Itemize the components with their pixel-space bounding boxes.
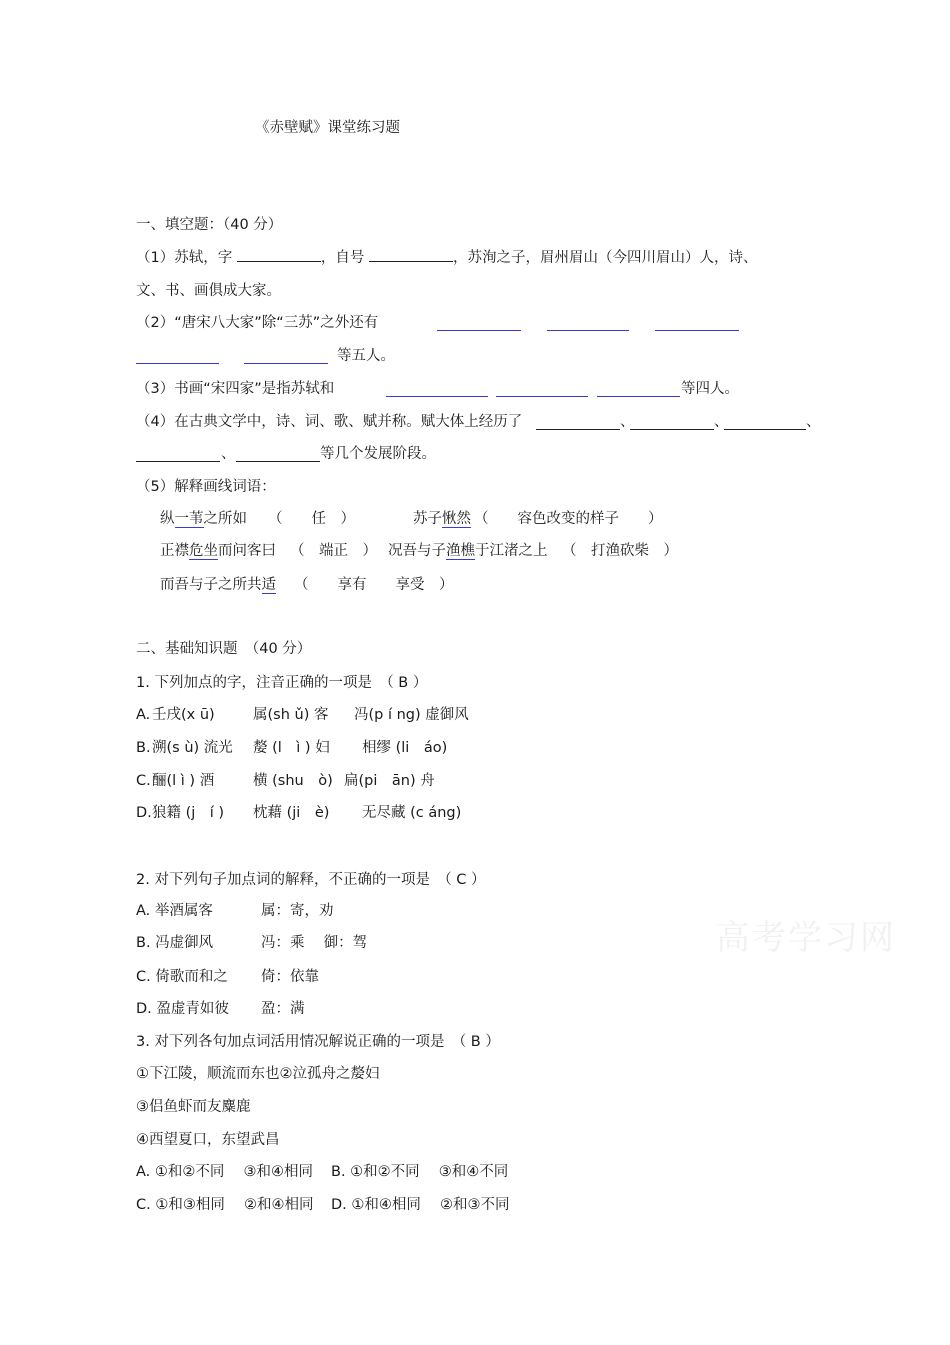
q4-blank-4[interactable]	[136, 447, 220, 462]
s2-q2-c-right: 倚：依靠	[261, 969, 319, 985]
q4-blank-2[interactable]	[630, 415, 714, 430]
q3-blank-1[interactable]	[386, 382, 488, 397]
s2-q1-option-b-label: B.	[136, 740, 151, 756]
s2-q1-stem: 1. 下列加点的字，注音正确的一项是 （ B ）	[136, 675, 428, 691]
q4-blank-3[interactable]	[724, 415, 806, 430]
q5-i1-pre: 纵	[160, 511, 175, 527]
s2-q1-d2: 枕藉 (ji è)	[253, 805, 330, 821]
q5-item-2	[413, 509, 471, 529]
q2-blank-5[interactable]	[244, 349, 328, 364]
q5-i4-answer: （ 打渔砍柴 ）	[562, 543, 678, 559]
q1-line2: 文、书、画俱成大家。	[136, 283, 281, 299]
q1-text-c: ，苏洵之子，眉州眉山（今四川眉山）人，诗、	[452, 250, 758, 266]
q2-blank-2[interactable]	[547, 316, 629, 331]
q5-i3-pre: 正襟	[160, 543, 189, 559]
s2-q1-option-a-label: A.	[136, 707, 151, 723]
q5-i3-underlined: 危坐	[189, 543, 218, 559]
q4-sep-4: 、	[221, 446, 236, 462]
q2-text-a: （2）“唐宋八大家”除“三苏”之外还有	[136, 315, 379, 331]
s2-q1-c3: 扁(pi ān) 舟	[344, 773, 435, 789]
s2-q1-c2: 横 (shu ò)	[253, 773, 333, 789]
q5-item-5	[160, 575, 276, 595]
s2-q2-b-left: B. 冯虚御风	[136, 935, 214, 951]
s2-q3-option-d: D. ①和④相同 ②和③不同	[331, 1197, 510, 1213]
s2-q2-stem: 2. 对下列句子加点词的解释，不正确的一项是 （ C ）	[136, 872, 486, 888]
q5-i4-post: 于江渚之上	[475, 543, 548, 559]
q5-i5-answer: （ 享有 享受 ）	[294, 577, 454, 593]
q2-blank-3[interactable]	[655, 316, 739, 331]
s2-q3-sentence-3: ④西望夏口，东望武昌	[136, 1132, 280, 1148]
section-2-heading: 二、基础知识题 （40 分）	[136, 641, 312, 657]
s2-q1-d1: 狼籍 (j í )	[152, 805, 225, 821]
q2-text-b: 等五人。	[337, 348, 395, 364]
q4-text-a: （4）在古典文学中，诗、词、歌、赋并称。赋大体上经历了	[136, 414, 523, 430]
s2-q2-c-left: C. 倚歌而和之	[136, 969, 228, 985]
q5-i5-underlined: 适	[261, 577, 276, 593]
q5-i2-answer: （ 容色改变的样子 ）	[474, 511, 663, 527]
q3-text-a: （3）书画“宋四家”是指苏轼和	[136, 381, 335, 397]
s2-q2-d-left: D. 盈虚青如彼	[136, 1001, 229, 1017]
s2-q3-sentence-2: ③侣鱼虾而友麋鹿	[136, 1099, 251, 1115]
s2-q1-b1: 溯(s ù) 流光	[152, 740, 233, 756]
s2-q1-d3: 无尽藏 (c áng)	[362, 805, 462, 821]
q3-blank-3[interactable]	[597, 382, 680, 397]
q5-i5-pre: 而吾与子之所共	[160, 577, 262, 593]
q4-sep-2: 、	[714, 414, 729, 430]
q1-blank-2[interactable]	[369, 247, 453, 262]
s2-q3-option-a: A. ①和②不同 ③和④相同	[136, 1164, 313, 1180]
q5-item-3	[160, 541, 276, 561]
q3-text-b: 等四人。	[681, 381, 739, 397]
q5-i1-underlined: 一苇	[174, 511, 204, 527]
s2-q2-d-right: 盈：满	[261, 1001, 305, 1017]
q4-blank-5[interactable]	[236, 447, 320, 462]
q1-line1	[136, 247, 757, 268]
s2-q3-sentence-1: ①下江陵，顺流而东也②泣孤舟之嫠妇	[136, 1066, 380, 1082]
q4-sep-1: 、	[620, 414, 635, 430]
q2-blank-4[interactable]	[136, 349, 219, 364]
s2-q3-option-c: C. ①和③相同 ②和④相同	[136, 1197, 314, 1213]
s2-q3-option-b: B. ①和②不同 ③和④不同	[331, 1164, 509, 1180]
s2-q1-option-c-label: C.	[136, 773, 151, 789]
s2-q1-a2: 属(sh ǔ) 客	[253, 707, 329, 723]
s2-q1-b3: 相缪 (li áo)	[362, 740, 448, 756]
q5-heading: （5）解释画线词语：	[136, 479, 276, 495]
s2-q2-a-left: A. 举酒属客	[136, 903, 213, 919]
q5-i2-underlined: 愀然	[442, 511, 471, 527]
s2-q3-stem: 3. 对下列各句加点词活用情况解说正确的一项是 （ B ）	[136, 1034, 500, 1050]
q3-blank-2[interactable]	[496, 382, 588, 397]
q5-i1-answer: （ 任 ）	[268, 511, 355, 527]
section-1-heading: 一、填空题：（40 分）	[136, 217, 283, 233]
q5-i1-post: 之所如	[203, 511, 247, 527]
q4-blank-1[interactable]	[536, 415, 620, 430]
q1-text-b: ，自号	[320, 250, 365, 266]
q5-item-1	[160, 509, 247, 529]
s2-q1-a3: 冯(p í ng) 虚御风	[354, 707, 469, 723]
q1-text-a: （1）苏轼，字	[136, 250, 233, 266]
s2-q1-b2: 嫠 (l ì ) 妇	[253, 740, 330, 756]
s2-q1-a1: 壬戌(x ū)	[152, 707, 215, 723]
q5-i3-answer: （ 端正 ）	[290, 543, 377, 559]
q1-blank-1[interactable]	[237, 247, 321, 262]
s2-q2-a-right: 属：寄，劝	[261, 903, 334, 919]
s2-q1-c1: 酾(l ì ) 酒	[152, 773, 215, 789]
q5-i2-pre: 苏子	[413, 511, 442, 527]
page-title: 《赤壁赋》课堂练习题	[255, 120, 400, 136]
q5-i4-pre: 况吾与子	[388, 543, 446, 559]
watermark: 高考学习网	[716, 918, 896, 958]
q2-blank-1[interactable]	[437, 316, 521, 331]
q5-item-4	[388, 541, 548, 561]
q4-sep-3: 、	[806, 414, 821, 430]
q4-text-b: 等几个发展阶段。	[320, 446, 436, 462]
q2-line1	[136, 313, 378, 333]
s2-q1-option-d-label: D.	[136, 805, 152, 821]
q5-i3-post: 而问客曰	[218, 543, 276, 559]
s2-q2-b-right: 冯：乘 御：驾	[261, 935, 368, 951]
q5-i4-underlined: 渔樵	[446, 543, 475, 559]
